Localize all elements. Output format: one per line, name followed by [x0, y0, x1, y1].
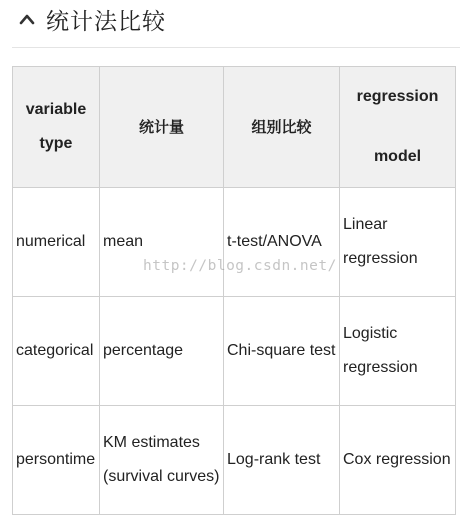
cell-variable-type: categorical [13, 297, 100, 406]
table-row [13, 297, 456, 406]
cell-statistic: percentage [100, 297, 224, 406]
cell-group-compare: Chi-square test [224, 297, 340, 406]
cell-variable-type: numerical [13, 188, 100, 297]
divider [12, 47, 460, 48]
table-row [13, 188, 456, 297]
header-regression-model: regression model [340, 67, 456, 188]
section-header[interactable] [18, 3, 166, 35]
header-variable-type: variable type [13, 67, 100, 188]
cell-statistic: KM estimates (survival curves) [100, 406, 224, 515]
table-header-row [13, 67, 456, 188]
cell-statistic: mean [100, 188, 224, 297]
section-title: 统计法比较 [46, 8, 166, 35]
cell-regression: Linear regression [340, 188, 456, 297]
cell-variable-type: persontime [13, 406, 100, 515]
table-row [13, 406, 456, 515]
chevron-up-icon[interactable] [18, 12, 36, 26]
cell-regression: Logistic regression [340, 297, 456, 406]
cell-group-compare: t-test/ANOVA [224, 188, 340, 297]
watermark: http://blog.csdn.net/ [143, 258, 337, 274]
header-statistic: 统计量 [100, 67, 224, 188]
header-group-compare: 组别比较 [224, 67, 340, 188]
comparison-table [12, 66, 456, 515]
cell-regression: Cox regression [340, 406, 456, 515]
cell-group-compare: Log-rank test [224, 406, 340, 515]
